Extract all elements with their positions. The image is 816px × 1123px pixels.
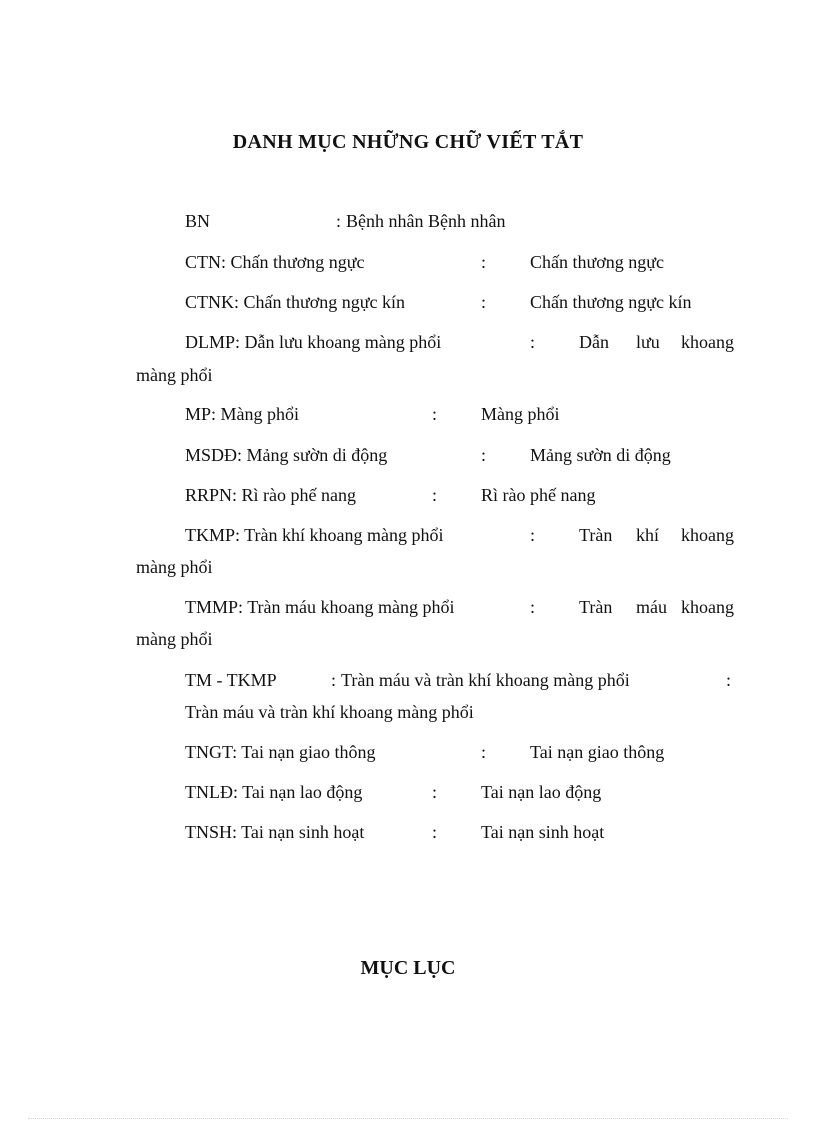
abbrev-term: TMMP: Tràn máu khoang màng phổi: [185, 597, 455, 617]
abbrev-meaning-continuation: màng phổi: [136, 629, 213, 649]
abbrev-term: TNSH: Tai nạn sinh hoạt: [185, 822, 365, 842]
abbrev-colon: :: [726, 670, 732, 690]
abbrev-colon: :: [336, 211, 342, 231]
abbrev-meaning: Rì rào phế nang: [481, 485, 596, 505]
abbrev-meaning-word: Tràn: [579, 597, 613, 617]
abbrev-meaning-word: khoang: [681, 597, 734, 617]
abbrev-term: CTNK: Chấn thương ngực kín: [185, 292, 406, 312]
abbrev-meaning: Mảng sườn di động: [530, 445, 671, 465]
abbrev-colon: :: [530, 332, 536, 352]
abbrev-term: TNLĐ: Tai nạn lao động: [185, 782, 363, 802]
abbrev-colon: :: [331, 670, 337, 690]
abbrev-meaning-continuation: màng phổi: [136, 365, 213, 385]
abbrev-colon: :: [530, 597, 536, 617]
page-bottom-divider: [28, 1118, 788, 1119]
abbrev-meaning-word: máu: [636, 597, 667, 617]
page-title: DANH MỤC NHỮNG CHỮ VIẾT TẮT: [232, 131, 584, 153]
abbrev-meaning: Tai nạn giao thông: [530, 742, 665, 762]
abbrev-colon: :: [432, 822, 438, 842]
abbrev-meaning-word: khí: [636, 525, 660, 545]
abbrev-term: MP: Màng phổi: [185, 404, 300, 424]
abbrev-meaning: Tai nạn sinh hoạt: [481, 822, 605, 842]
abbrev-meaning: Màng phổi: [481, 404, 560, 424]
toc-heading: MỤC LỤC: [360, 957, 456, 979]
abbrev-term: TKMP: Tràn khí khoang màng phổi: [185, 525, 444, 545]
abbrev-term: TNGT: Tai nạn giao thông: [185, 742, 376, 762]
abbrev-term: RRPN: Rì rào phế nang: [185, 485, 356, 505]
abbrev-colon: :: [481, 445, 487, 465]
abbrev-meaning: Bệnh nhân Bệnh nhân: [346, 211, 506, 231]
abbrev-colon: :: [432, 404, 438, 424]
abbrev-meaning: Tràn máu và tràn khí khoang màng phổi: [341, 670, 630, 690]
abbrev-meaning-word: lưu: [636, 332, 660, 352]
abbrev-meaning: Chấn thương ngực: [530, 252, 665, 272]
abbrev-colon: :: [432, 782, 438, 802]
abbrev-colon: :: [432, 485, 438, 505]
abbrev-meaning: Chấn thương ngực kín: [530, 292, 692, 312]
abbrev-meaning-word: khoang: [681, 332, 734, 352]
abbrev-colon: :: [481, 252, 487, 272]
abbrev-meaning: Tai nạn lao động: [481, 782, 602, 802]
abbrev-meaning-continuation: Tràn máu và tràn khí khoang màng phổi: [185, 702, 474, 722]
abbrev-colon: :: [481, 292, 487, 312]
abbrev-colon: :: [530, 525, 536, 545]
abbrev-term: BN: [185, 211, 211, 231]
abbrev-colon: :: [481, 742, 487, 762]
abbrev-term: DLMP: Dẫn lưu khoang màng phổi: [185, 332, 442, 352]
abbrev-term: CTN: Chấn thương ngực: [185, 252, 365, 272]
abbrev-meaning-word: Dẫn: [579, 332, 609, 352]
abbrev-term: MSDĐ: Mảng sườn di động: [185, 445, 388, 465]
abbrev-meaning-word: Tràn: [579, 525, 613, 545]
abbrev-term: TM - TKMP: [185, 670, 277, 690]
abbrev-meaning-continuation: màng phổi: [136, 557, 213, 577]
abbrev-meaning-word: khoang: [681, 525, 734, 545]
